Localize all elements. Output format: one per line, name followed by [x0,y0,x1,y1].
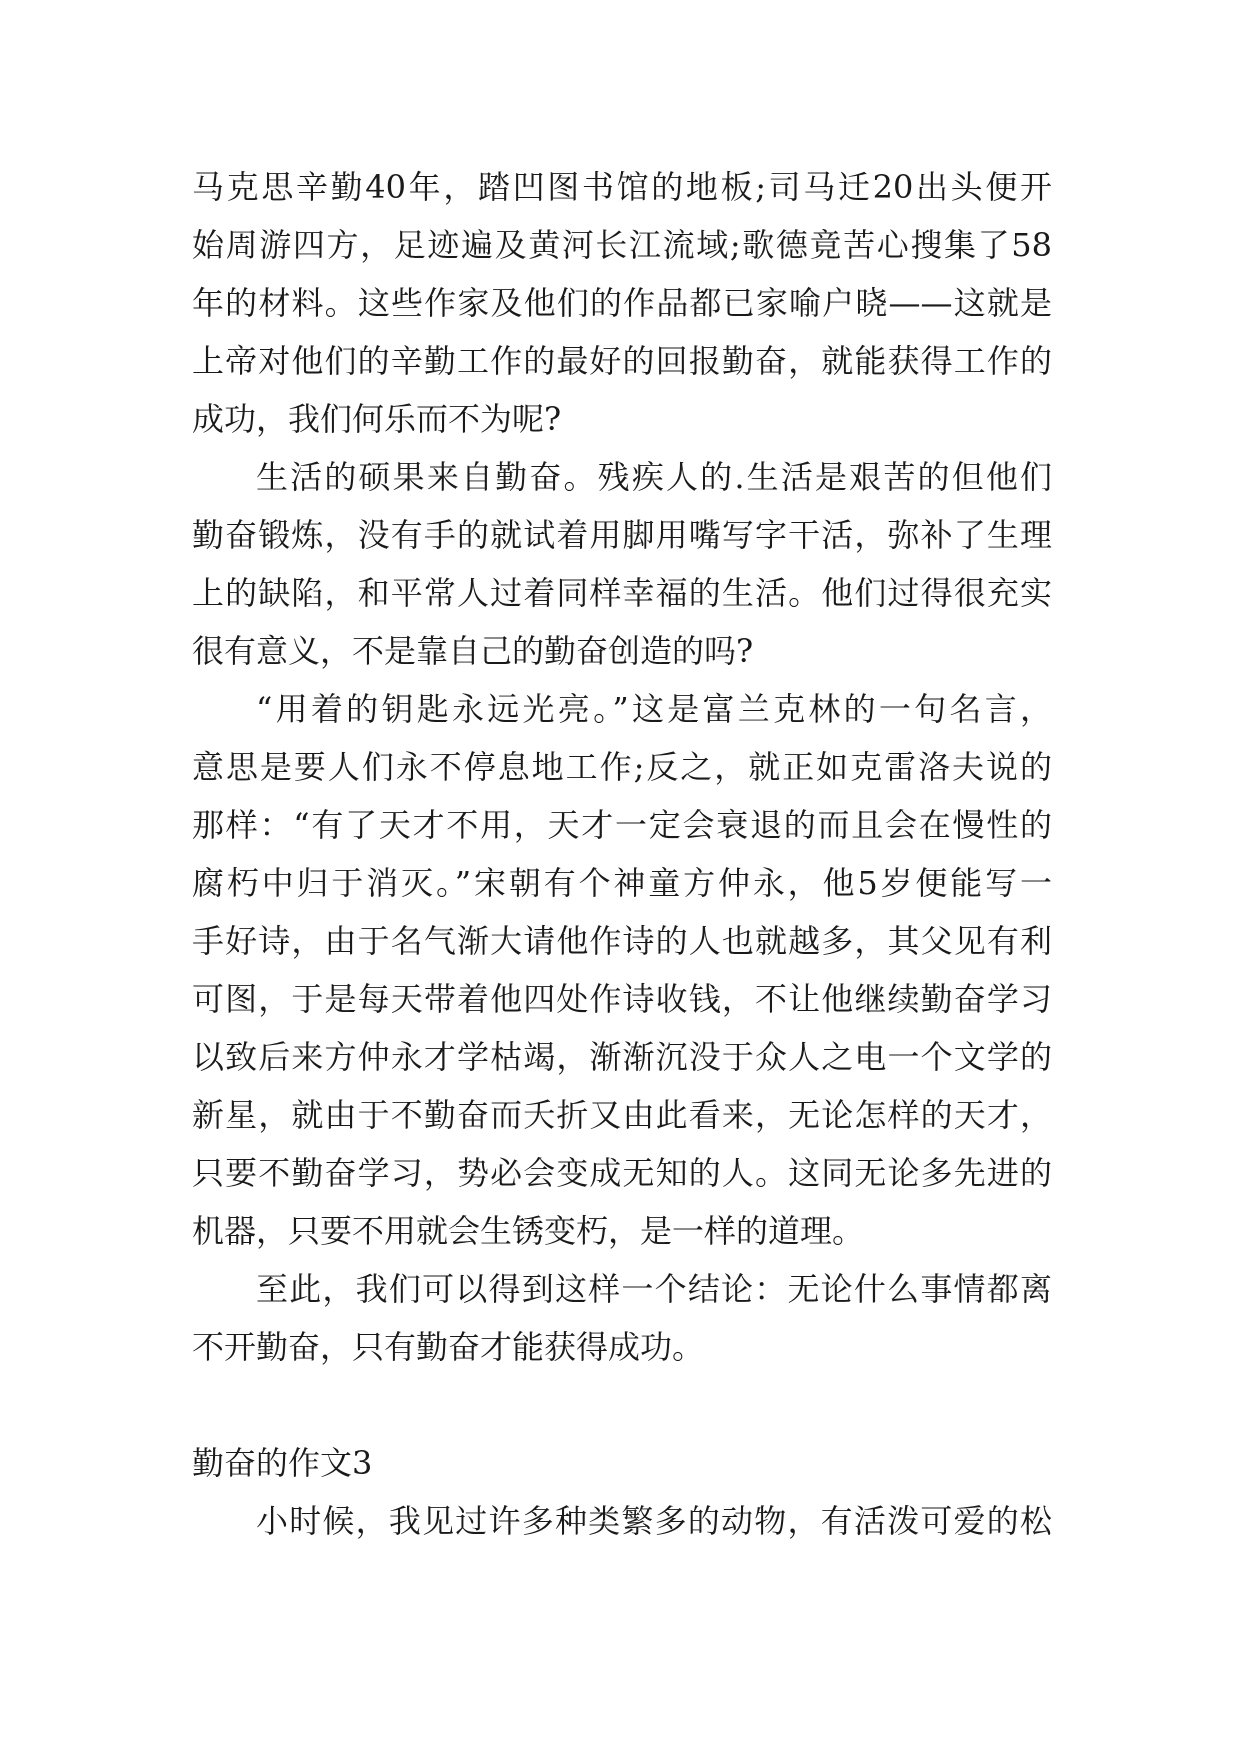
section-heading: 勤奋的作文3 [192,1444,373,1482]
section-paragraph [192,1492,1052,1550]
paragraph-4 [192,1260,1052,1376]
text-line: 生活的硕果来自勤奋。残疾人的.生活是艰苦的但他们 [256,458,1052,496]
paragraph-1 [192,158,1052,448]
document-body [192,158,1052,1550]
text-line: 上帝对他们的辛勤工作的最好的回报勤奋，就能获得工作的 [192,342,1052,380]
text-line: 马克思辛勤40年，踏凹图书馆的地板;司马迁20出头便开 [192,168,1052,206]
text-line: 那样：“有了天才不用，天才一定会衰退的而且会在慢性的 [192,806,1052,844]
text-line: “用着的钥匙永远光亮。”这是富兰克林的一句名言， [256,690,1052,728]
paragraph-3 [192,680,1052,1260]
text-line: 腐朽中归于消灭。”宋朝有个神童方仲永，他5岁便能写一 [192,864,1052,902]
text-line: 手好诗，由于名气渐大请他作诗的人也就越多，其父见有利 [192,922,1052,960]
text-line: 成功，我们何乐而不为呢? [192,400,562,438]
section-spacer [192,1376,1052,1434]
text-line: 新星，就由于不勤奋而夭折又由此看来，无论怎样的天才， [192,1096,1052,1134]
paragraph-2 [192,448,1052,680]
text-line: 勤奋锻炼，没有手的就试着用脚用嘴写字干活，弥补了生理 [192,516,1052,554]
text-line: 只要不勤奋学习，势必会变成无知的人。这同无论多先进的 [192,1154,1052,1192]
text-line: 上的缺陷，和平常人过着同样幸福的生活。他们过得很充实 [192,574,1052,612]
text-line: 至此，我们可以得到这样一个结论：无论什么事情都离 [256,1270,1052,1308]
text-line: 机器，只要不用就会生锈变朽，是一样的道理。 [192,1212,865,1250]
text-line: 不开勤奋，只有勤奋才能获得成功。 [192,1328,705,1366]
text-line: 年的材料。这些作家及他们的作品都已家喻户晓——这就是 [192,284,1052,322]
text-line: 意思是要人们永不停息地工作;反之，就正如克雷洛夫说的 [192,748,1052,786]
text-line: 很有意义，不是靠自己的勤奋创造的吗? [192,632,754,670]
text-line: 以致后来方仲永才学枯竭，渐渐沉没于众人之电一个文学的 [192,1038,1052,1076]
text-line: 小时候，我见过许多种类繁多的动物，有活泼可爱的松 [256,1502,1052,1540]
text-line: 始周游四方，足迹遍及黄河长江流域;歌德竟苦心搜集了58 [192,226,1052,264]
text-line: 可图，于是每天带着他四处作诗收钱，不让他继续勤奋学习 [192,980,1052,1018]
